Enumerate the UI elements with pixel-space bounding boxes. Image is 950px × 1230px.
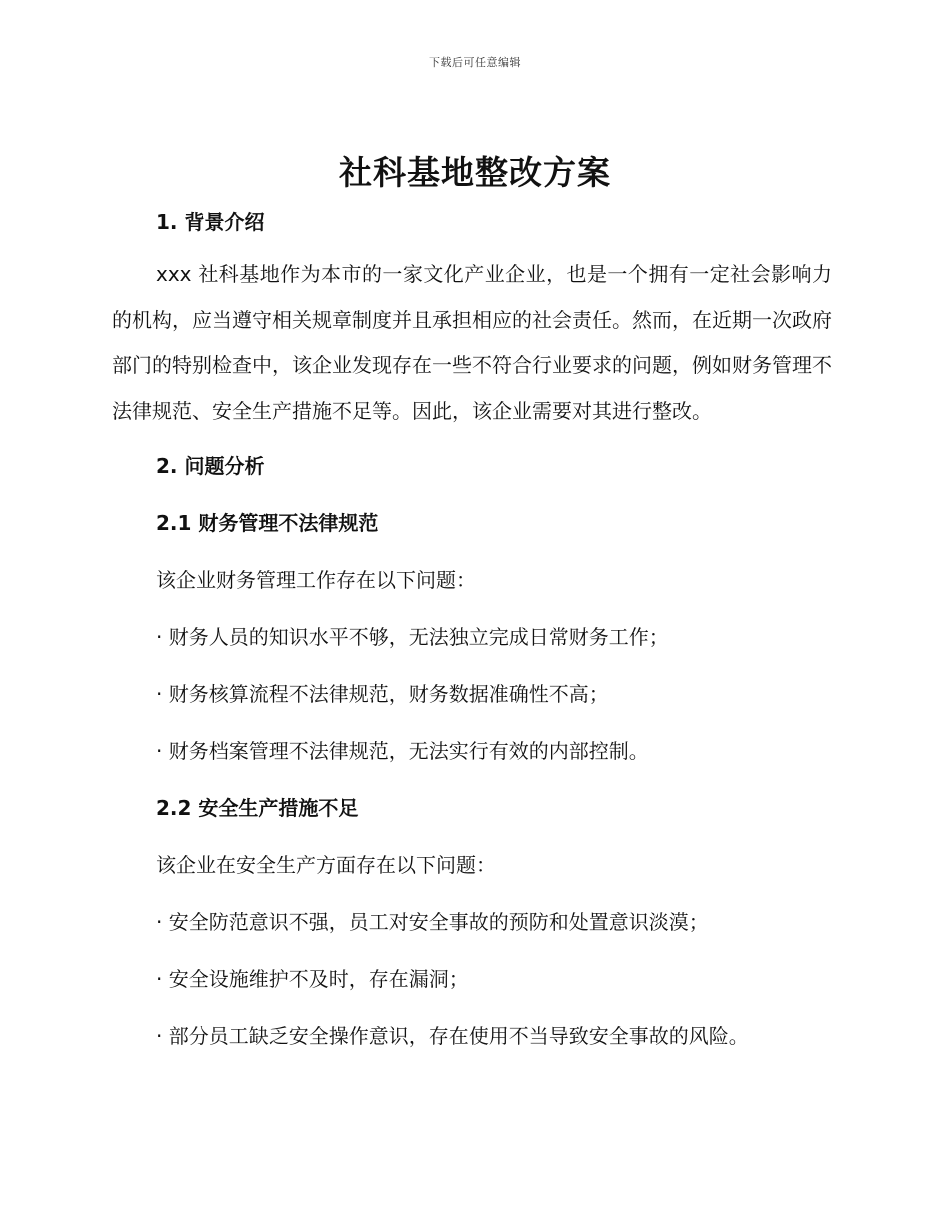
section-2-2-heading: 2.2 安全生产措施不足 xyxy=(156,796,359,820)
header-note: 下载后可任意编辑 xyxy=(429,56,521,69)
document-title: 社科基地整改方案 xyxy=(339,153,611,192)
list-item: · 安全防范意识不强，员工对安全事故的预防和处置意识淡漠； xyxy=(156,910,709,934)
list-item: · 安全设施维护不及时，存在漏洞； xyxy=(156,967,469,991)
section-2-2-intro: 该企业在安全生产方面存在以下问题： xyxy=(156,853,496,877)
document-body xyxy=(112,202,832,1056)
list-item: · 财务人员的知识水平不够，无法独立完成日常财务工作； xyxy=(156,625,669,649)
list-item: · 财务档案管理不法律规范，无法实行有效的内部控制。 xyxy=(156,739,649,763)
list-item: · 财务核算流程不法律规范，财务数据准确性不高； xyxy=(156,682,609,706)
section-1-heading: 1. 背景介绍 xyxy=(156,210,265,234)
section-2-1-heading: 2.1 财务管理不法律规范 xyxy=(156,511,379,535)
section-2-heading: 2. 问题分析 xyxy=(156,454,265,478)
section-2-1-intro: 该企业财务管理工作存在以下问题： xyxy=(156,568,476,592)
list-item: · 部分员工缺乏安全操作意识，存在使用不当导致安全事故的风险。 xyxy=(156,1024,749,1048)
section-1-paragraph: xxx 社科基地作为本市的一家文化产业企业，也是一个拥有一定社会影响力的机构，应当遵守相关规章制度并且承担相应的社会责任。然而，在近期一次政府部门的特别检查中，该企业发现存在一些不符合行业要求的问题，例如财务管理不法律规范、安全生产措施不足等。因此，该企业需要对其进行整改。 xyxy=(112,262,832,423)
